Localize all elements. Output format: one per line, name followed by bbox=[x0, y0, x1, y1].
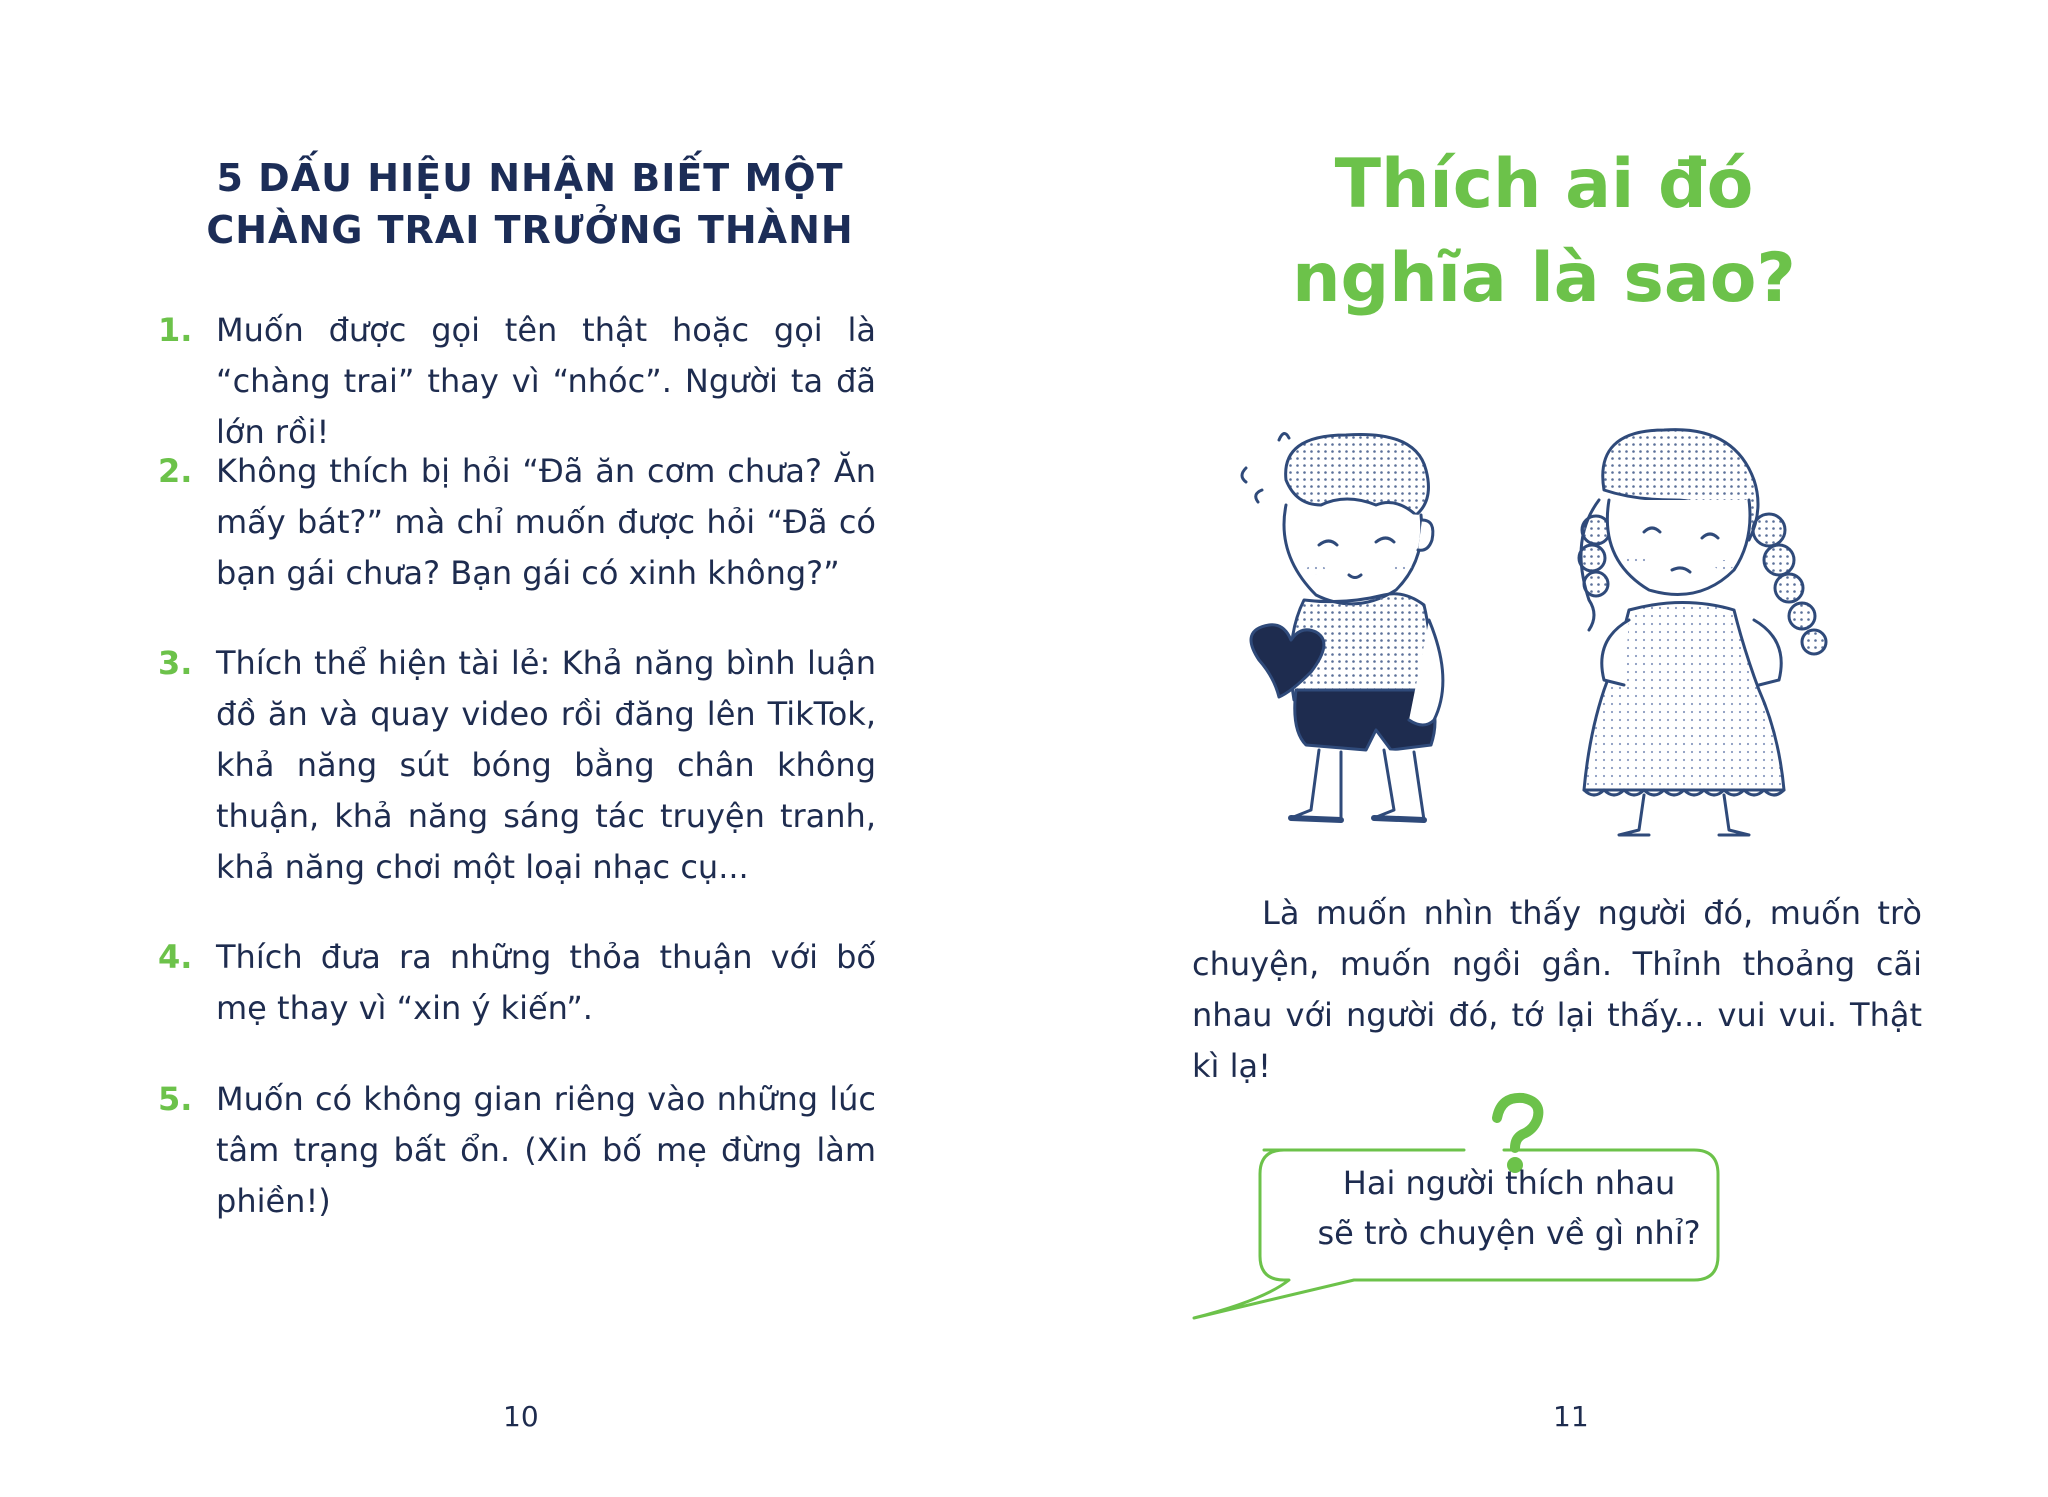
list-title-line-2: CHÀNG TRAI TRƯỞNG THÀNH bbox=[206, 208, 854, 252]
item-number: 3. bbox=[158, 644, 193, 682]
item-number: 4. bbox=[158, 938, 193, 976]
item-text: Thích đưa ra những thỏa thuận với bố mẹ thay vì “xin ý kiến”. bbox=[216, 938, 876, 1027]
right-page bbox=[1024, 0, 2048, 1497]
bubble-line-1: Hai người thích nhau bbox=[1342, 1164, 1676, 1202]
page-heading bbox=[1284, 138, 1804, 326]
item-number: 1. bbox=[158, 311, 193, 349]
item-text: Không thích bị hỏi “Đã ăn cơm chưa? Ăn mấy bát?” mà chỉ muốn được hỏi “Đã có bạn gái chưa? Bạn gái có xinh không?” bbox=[216, 452, 876, 592]
list-title-line-1: 5 DẤU HIỆU NHẬN BIẾT MỘT bbox=[216, 156, 844, 200]
heading-line-1: Thích ai đó bbox=[1334, 145, 1754, 224]
boy-and-girl-illustration bbox=[1224, 420, 1904, 840]
list-title bbox=[200, 152, 860, 256]
item-text: Muốn được gọi tên thật hoặc gọi là “chàng trai” thay vì “nhóc”. Người ta đã lớn rồi! bbox=[216, 311, 876, 451]
page-number-left: 10 bbox=[503, 1400, 539, 1433]
item-number: 2. bbox=[158, 452, 193, 490]
item-text: Thích thể hiện tài lẻ: Khả năng bình luận đồ ăn và quay video rồi đăng lên TikTok, khả năng sút bóng bằng chân không thuận, khả năng sáng tác truyện tranh, khả năng chơi một loại nhạc cụ... bbox=[216, 644, 876, 886]
bubble-line-2: sẽ trò chuyện về gì nhỉ? bbox=[1317, 1214, 1701, 1252]
body-paragraph: Là muốn nhìn thấy người đó, muốn trò chuyện, muốn ngồi gần. Thỉnh thoảng cãi nhau với người đó, tớ lại thấy... vui vui. Thật kì lạ! bbox=[1192, 894, 1922, 1085]
girl-figure bbox=[1579, 430, 1826, 835]
item-number: 5. bbox=[158, 1080, 193, 1118]
item-text: Muốn có không gian riêng vào những lúc tâm trạng bất ổn. (Xin bố mẹ đừng làm phiền!) bbox=[216, 1080, 876, 1220]
heading-line-2: nghĩa là sao? bbox=[1292, 239, 1796, 318]
page-number-right: 11 bbox=[1553, 1400, 1589, 1433]
boy-figure bbox=[1242, 433, 1443, 820]
speech-bubble-text bbox=[1284, 1158, 1734, 1258]
